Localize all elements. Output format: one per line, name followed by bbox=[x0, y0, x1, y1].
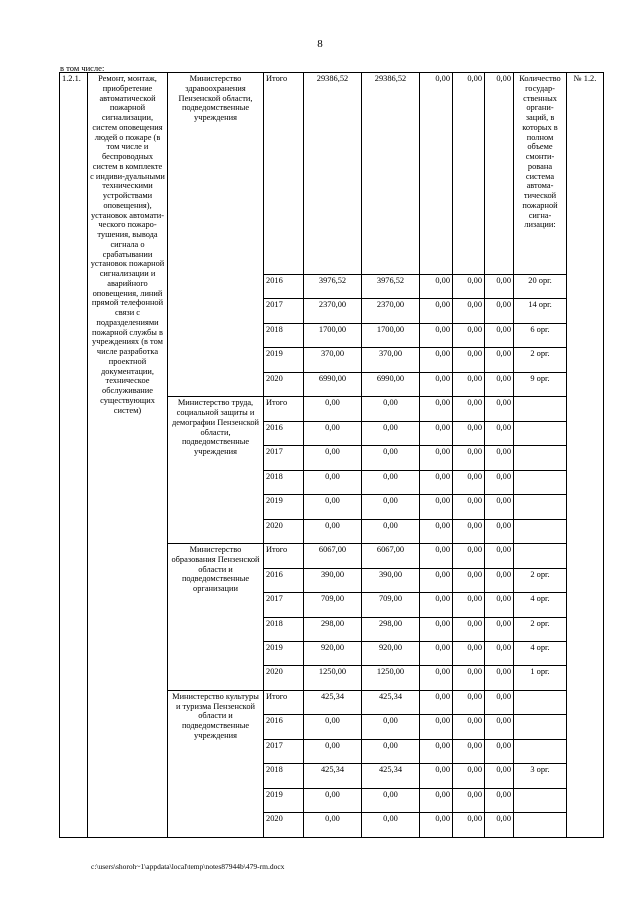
indicator-value-cell bbox=[514, 690, 567, 714]
indicator-value-cell: 20 орг. bbox=[514, 274, 567, 298]
regional-budget-cell: 298,00 bbox=[362, 617, 420, 641]
total-cell: 0,00 bbox=[304, 470, 362, 494]
executor-cell: Министерство образования Пензенской области и подведомственные организации bbox=[168, 544, 264, 691]
file-path-footer: c:\users\shoroh~1\appdata\local\temp\notes87944b\479-rm.docx bbox=[91, 862, 285, 871]
other-sources-cell: 0,00 bbox=[485, 666, 514, 690]
local-budget-cell: 0,00 bbox=[453, 397, 485, 421]
regional-budget-cell: 0,00 bbox=[362, 495, 420, 519]
total-cell: 0,00 bbox=[304, 421, 362, 445]
total-cell: 0,00 bbox=[304, 788, 362, 812]
indicator-value-cell bbox=[514, 544, 567, 568]
other-sources-cell: 0,00 bbox=[485, 446, 514, 470]
federal-budget-cell: 0,00 bbox=[420, 446, 453, 470]
indicator-value-cell: 2 орг. bbox=[514, 348, 567, 372]
year-cell: Итого bbox=[264, 73, 304, 275]
federal-budget-cell: 0,00 bbox=[420, 274, 453, 298]
federal-budget-cell: 0,00 bbox=[420, 666, 453, 690]
federal-budget-cell: 0,00 bbox=[420, 519, 453, 543]
local-budget-cell: 0,00 bbox=[453, 323, 485, 347]
other-sources-cell: 0,00 bbox=[485, 568, 514, 592]
local-budget-cell: 0,00 bbox=[453, 470, 485, 494]
total-cell: 0,00 bbox=[304, 739, 362, 763]
regional-budget-cell: 0,00 bbox=[362, 446, 420, 470]
local-budget-cell: 0,00 bbox=[453, 348, 485, 372]
other-sources-cell: 0,00 bbox=[485, 690, 514, 714]
year-cell: 2018 bbox=[264, 764, 304, 788]
total-cell: 425,34 bbox=[304, 690, 362, 714]
regional-budget-cell: 2370,00 bbox=[362, 299, 420, 323]
other-sources-cell: 0,00 bbox=[485, 495, 514, 519]
indicator-value-cell: 4 орг. bbox=[514, 593, 567, 617]
item-code: 1.2.1. bbox=[60, 73, 88, 838]
indicator-value-cell: 2 орг. bbox=[514, 568, 567, 592]
indicator-value-cell: 2 орг. bbox=[514, 617, 567, 641]
indicator-value-cell bbox=[514, 421, 567, 445]
federal-budget-cell: 0,00 bbox=[420, 764, 453, 788]
local-budget-cell: 0,00 bbox=[453, 446, 485, 470]
year-cell: 2020 bbox=[264, 519, 304, 543]
total-cell: 920,00 bbox=[304, 641, 362, 665]
regional-budget-cell: 29386,52 bbox=[362, 73, 420, 275]
executor-cell: Министерство здравоохранения Пензенской области, подведомственные учреждения bbox=[168, 73, 264, 397]
total-cell: 709,00 bbox=[304, 593, 362, 617]
other-sources-cell: 0,00 bbox=[485, 544, 514, 568]
total-cell: 425,34 bbox=[304, 764, 362, 788]
local-budget-cell: 0,00 bbox=[453, 568, 485, 592]
regional-budget-cell: 709,00 bbox=[362, 593, 420, 617]
local-budget-cell: 0,00 bbox=[453, 73, 485, 275]
local-budget-cell: 0,00 bbox=[453, 274, 485, 298]
year-cell: Итого bbox=[264, 690, 304, 714]
total-cell: 0,00 bbox=[304, 813, 362, 838]
other-sources-cell: 0,00 bbox=[485, 813, 514, 838]
indicator-value-cell: 6 орг. bbox=[514, 323, 567, 347]
total-cell: 6990,00 bbox=[304, 372, 362, 396]
regional-budget-cell: 6990,00 bbox=[362, 372, 420, 396]
regional-budget-cell: 0,00 bbox=[362, 397, 420, 421]
total-cell: 1700,00 bbox=[304, 323, 362, 347]
local-budget-cell: 0,00 bbox=[453, 813, 485, 838]
federal-budget-cell: 0,00 bbox=[420, 690, 453, 714]
local-budget-cell: 0,00 bbox=[453, 739, 485, 763]
other-sources-cell: 0,00 bbox=[485, 470, 514, 494]
total-cell: 298,00 bbox=[304, 617, 362, 641]
year-cell: 2016 bbox=[264, 274, 304, 298]
indicator-value-cell: 4 орг. bbox=[514, 641, 567, 665]
year-cell: 2017 bbox=[264, 739, 304, 763]
other-sources-cell: 0,00 bbox=[485, 299, 514, 323]
total-cell: 0,00 bbox=[304, 519, 362, 543]
indicator-value-cell: 14 орг. bbox=[514, 299, 567, 323]
other-sources-cell: 0,00 bbox=[485, 519, 514, 543]
other-sources-cell: 0,00 bbox=[485, 73, 514, 275]
other-sources-cell: 0,00 bbox=[485, 372, 514, 396]
total-cell: 0,00 bbox=[304, 495, 362, 519]
year-cell: Итого bbox=[264, 544, 304, 568]
indicator-value-cell bbox=[514, 470, 567, 494]
year-cell: 2019 bbox=[264, 495, 304, 519]
regional-budget-cell: 0,00 bbox=[362, 421, 420, 445]
federal-budget-cell: 0,00 bbox=[420, 348, 453, 372]
local-budget-cell: 0,00 bbox=[453, 421, 485, 445]
other-sources-cell: 0,00 bbox=[485, 274, 514, 298]
local-budget-cell: 0,00 bbox=[453, 666, 485, 690]
federal-budget-cell: 0,00 bbox=[420, 372, 453, 396]
indicator-value-cell: 1 орг. bbox=[514, 666, 567, 690]
local-budget-cell: 0,00 bbox=[453, 519, 485, 543]
regional-budget-cell: 3976,52 bbox=[362, 274, 420, 298]
total-cell: 2370,00 bbox=[304, 299, 362, 323]
other-sources-cell: 0,00 bbox=[485, 739, 514, 763]
indicator-value-cell bbox=[514, 813, 567, 838]
indicator-value-cell: 3 орг. bbox=[514, 764, 567, 788]
federal-budget-cell: 0,00 bbox=[420, 544, 453, 568]
executor-cell: Министерство труда, социальной защиты и демографии Пензенской области, подведомственные учреждения bbox=[168, 397, 264, 544]
indicator-value-cell bbox=[514, 739, 567, 763]
year-cell: 2016 bbox=[264, 715, 304, 739]
regional-budget-cell: 1700,00 bbox=[362, 323, 420, 347]
total-cell: 0,00 bbox=[304, 446, 362, 470]
federal-budget-cell: 0,00 bbox=[420, 568, 453, 592]
total-cell: 370,00 bbox=[304, 348, 362, 372]
year-cell: 2016 bbox=[264, 421, 304, 445]
federal-budget-cell: 0,00 bbox=[420, 73, 453, 275]
local-budget-cell: 0,00 bbox=[453, 788, 485, 812]
federal-budget-cell: 0,00 bbox=[420, 593, 453, 617]
regional-budget-cell: 0,00 bbox=[362, 788, 420, 812]
local-budget-cell: 0,00 bbox=[453, 617, 485, 641]
total-cell: 0,00 bbox=[304, 397, 362, 421]
year-cell: 2016 bbox=[264, 568, 304, 592]
other-sources-cell: 0,00 bbox=[485, 715, 514, 739]
indicator-value-cell: 9 орг. bbox=[514, 372, 567, 396]
regional-budget-cell: 0,00 bbox=[362, 813, 420, 838]
regional-budget-cell: 6067,00 bbox=[362, 544, 420, 568]
table-row bbox=[60, 73, 604, 275]
year-cell: 2017 bbox=[264, 299, 304, 323]
local-budget-cell: 0,00 bbox=[453, 715, 485, 739]
federal-budget-cell: 0,00 bbox=[420, 813, 453, 838]
other-sources-cell: 0,00 bbox=[485, 764, 514, 788]
caption: в том числе: bbox=[60, 63, 105, 73]
other-sources-cell: 0,00 bbox=[485, 397, 514, 421]
total-cell: 390,00 bbox=[304, 568, 362, 592]
regional-budget-cell: 0,00 bbox=[362, 715, 420, 739]
total-cell: 3976,52 bbox=[304, 274, 362, 298]
regional-budget-cell: 0,00 bbox=[362, 470, 420, 494]
year-cell: 2019 bbox=[264, 788, 304, 812]
total-cell: 29386,52 bbox=[304, 73, 362, 275]
other-sources-cell: 0,00 bbox=[485, 348, 514, 372]
federal-budget-cell: 0,00 bbox=[420, 641, 453, 665]
year-cell: Итого bbox=[264, 397, 304, 421]
local-budget-cell: 0,00 bbox=[453, 495, 485, 519]
other-sources-cell: 0,00 bbox=[485, 788, 514, 812]
other-sources-cell: 0,00 bbox=[485, 617, 514, 641]
total-cell: 6067,00 bbox=[304, 544, 362, 568]
executor-cell: Министерство культуры и туризма Пензенской области и подведомственные учреждения bbox=[168, 690, 264, 837]
year-cell: 2018 bbox=[264, 323, 304, 347]
other-sources-cell: 0,00 bbox=[485, 323, 514, 347]
federal-budget-cell: 0,00 bbox=[420, 788, 453, 812]
year-cell: 2017 bbox=[264, 593, 304, 617]
regional-budget-cell: 0,00 bbox=[362, 519, 420, 543]
regional-budget-cell: 370,00 bbox=[362, 348, 420, 372]
indicator-value-cell bbox=[514, 495, 567, 519]
year-cell: 2019 bbox=[264, 348, 304, 372]
other-sources-cell: 0,00 bbox=[485, 593, 514, 617]
indicator-value-cell bbox=[514, 397, 567, 421]
regional-budget-cell: 1250,00 bbox=[362, 666, 420, 690]
federal-budget-cell: 0,00 bbox=[420, 421, 453, 445]
local-budget-cell: 0,00 bbox=[453, 690, 485, 714]
page-number: 8 bbox=[317, 38, 323, 50]
other-sources-cell: 0,00 bbox=[485, 641, 514, 665]
other-sources-cell: 0,00 bbox=[485, 421, 514, 445]
year-cell: 2018 bbox=[264, 470, 304, 494]
local-budget-cell: 0,00 bbox=[453, 544, 485, 568]
regional-budget-cell: 390,00 bbox=[362, 568, 420, 592]
program-table bbox=[59, 72, 604, 838]
year-cell: 2020 bbox=[264, 666, 304, 690]
local-budget-cell: 0,00 bbox=[453, 372, 485, 396]
year-cell: 2020 bbox=[264, 813, 304, 838]
item-description: Ремонт, монтаж, приобретение автоматической пожарной сигнализации, систем оповещения людей о пожаре (в том числе и беспроводных систем в комплекте с индиви-дуальными техническими устройствами оповещения), установок автомати-ческого пожаро-тушения, вывода сигнала о срабатывании установок пожарной сигнализации и аварийного оповещения, линий прямой телефонной связи с подразделениями пожарной службы в учреждениях (в том числе разработка проектной документации, техническое обслуживание существующих систем) bbox=[88, 73, 168, 838]
local-budget-cell: 0,00 bbox=[453, 593, 485, 617]
target-ref-cell: № 1.2. bbox=[567, 73, 604, 838]
total-cell: 0,00 bbox=[304, 715, 362, 739]
federal-budget-cell: 0,00 bbox=[420, 495, 453, 519]
regional-budget-cell: 425,34 bbox=[362, 764, 420, 788]
local-budget-cell: 0,00 bbox=[453, 764, 485, 788]
federal-budget-cell: 0,00 bbox=[420, 617, 453, 641]
year-cell: 2017 bbox=[264, 446, 304, 470]
year-cell: 2019 bbox=[264, 641, 304, 665]
federal-budget-cell: 0,00 bbox=[420, 299, 453, 323]
indicator-value-cell bbox=[514, 788, 567, 812]
federal-budget-cell: 0,00 bbox=[420, 470, 453, 494]
regional-budget-cell: 920,00 bbox=[362, 641, 420, 665]
indicator-value-cell bbox=[514, 519, 567, 543]
federal-budget-cell: 0,00 bbox=[420, 739, 453, 763]
regional-budget-cell: 425,34 bbox=[362, 690, 420, 714]
federal-budget-cell: 0,00 bbox=[420, 397, 453, 421]
local-budget-cell: 0,00 bbox=[453, 299, 485, 323]
indicator-cell: Количество государ-ственных органи-заций, в которых в полном объеме смонти-рована система автома-тической пожарной сигна-лизации: bbox=[514, 73, 567, 275]
federal-budget-cell: 0,00 bbox=[420, 323, 453, 347]
local-budget-cell: 0,00 bbox=[453, 641, 485, 665]
year-cell: 2020 bbox=[264, 372, 304, 396]
year-cell: 2018 bbox=[264, 617, 304, 641]
indicator-value-cell bbox=[514, 446, 567, 470]
total-cell: 1250,00 bbox=[304, 666, 362, 690]
federal-budget-cell: 0,00 bbox=[420, 715, 453, 739]
indicator-value-cell bbox=[514, 715, 567, 739]
regional-budget-cell: 0,00 bbox=[362, 739, 420, 763]
